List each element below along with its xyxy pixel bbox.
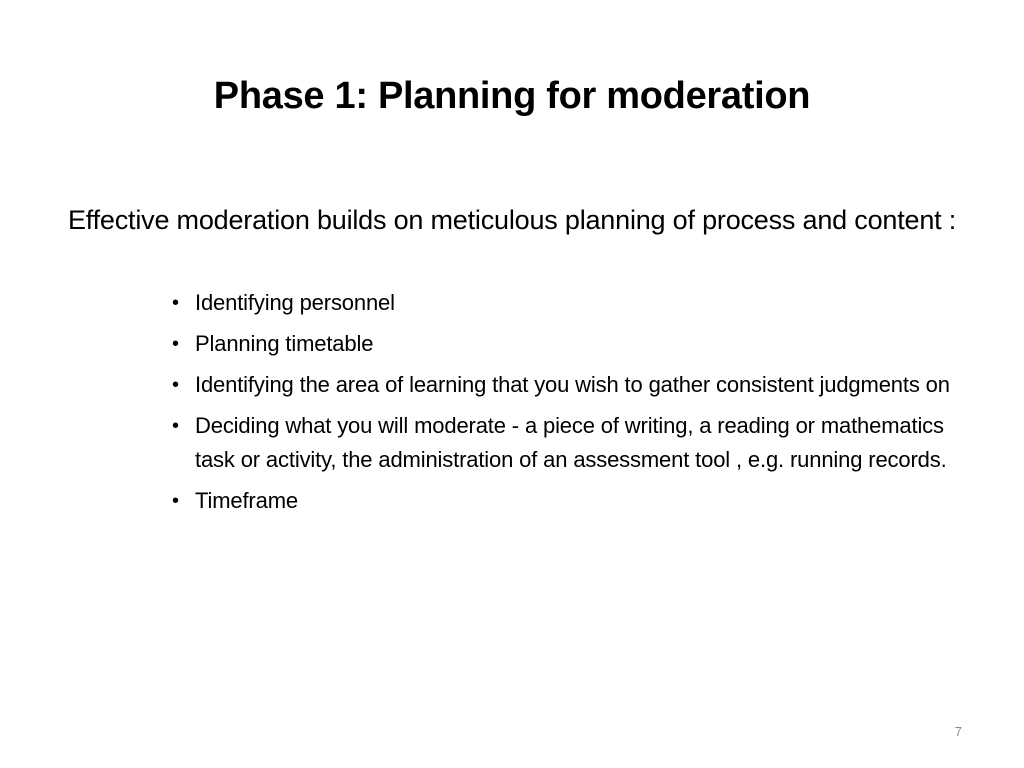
bullet-text: Identifying the area of learning that you wish to gather consistent judgments on	[195, 372, 950, 397]
bullet-text: Identifying personnel	[195, 290, 395, 315]
bullet-icon: •	[172, 333, 179, 355]
bullet-icon: •	[172, 374, 179, 396]
bullet-icon: •	[172, 292, 179, 314]
slide-title: Phase 1: Planning for moderation	[213, 75, 811, 117]
bullet-text: Deciding what you will moderate - a piece of writing, a reading or mathematics task or activity, the administration of an assessment tool , e.g. running records.	[195, 413, 947, 472]
bullet-item	[170, 368, 960, 402]
bullet-icon: •	[172, 415, 179, 437]
bullet-item	[170, 327, 960, 361]
bullet-text: Timeframe	[195, 488, 298, 513]
page-number: 7	[954, 724, 962, 739]
bullet-icon: •	[172, 490, 179, 512]
bullet-text: Planning timetable	[195, 331, 374, 356]
bullet-item	[170, 409, 960, 477]
intro-paragraph: Effective moderation builds on meticulous planning of process and content :	[68, 205, 957, 235]
bullet-item	[170, 484, 960, 518]
bullet-item	[170, 286, 960, 320]
bullet-list	[170, 286, 960, 525]
